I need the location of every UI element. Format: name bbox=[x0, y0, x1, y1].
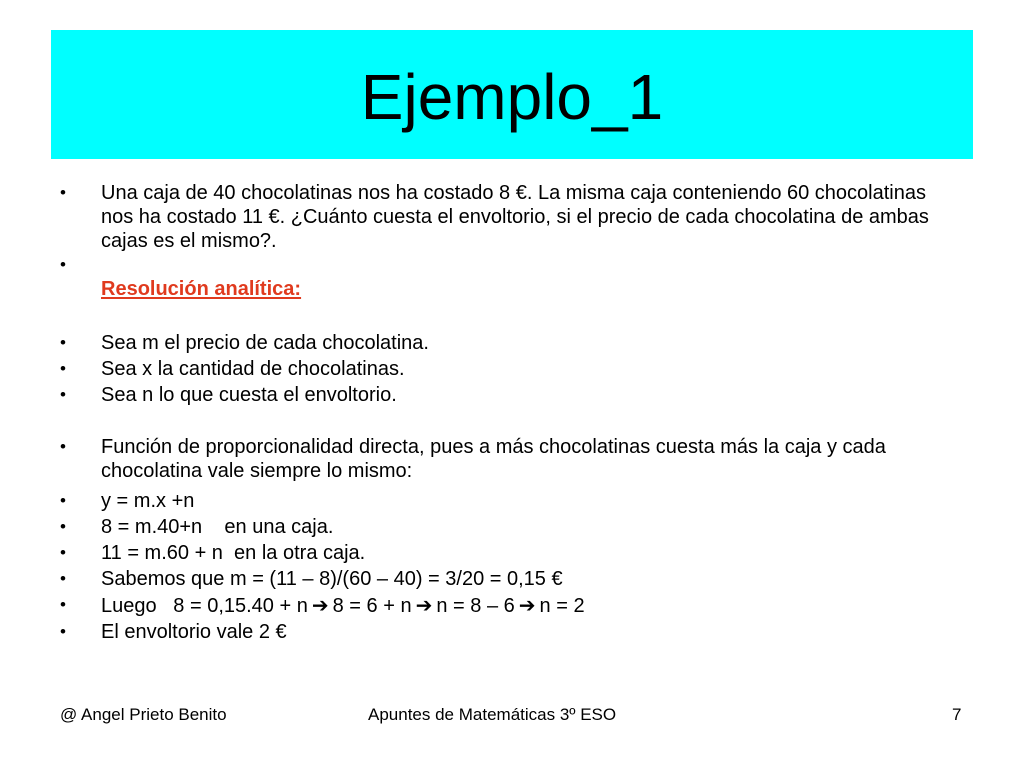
bullet-conclusion bbox=[60, 620, 960, 644]
bullet-definition-n bbox=[60, 383, 960, 407]
bullet-definition-x bbox=[60, 357, 960, 381]
bullet-definition-m bbox=[60, 331, 960, 355]
footer-course: Apuntes de Matemáticas 3º ESO bbox=[368, 705, 617, 724]
footer-author: @ Angel Prieto Benito bbox=[60, 705, 227, 724]
slide-title: Ejemplo_1 bbox=[360, 60, 664, 133]
page-number: 7 bbox=[952, 705, 962, 724]
right-arrow-icon: ➔ bbox=[415, 593, 433, 617]
bullet-dot-icon: • bbox=[60, 595, 66, 614]
bullet-dot-icon: • bbox=[60, 517, 66, 536]
bullet-box-one bbox=[60, 515, 960, 539]
solve-n-part4: n = 2 bbox=[539, 595, 585, 617]
conclusion: El envoltorio vale 2 € bbox=[101, 621, 287, 643]
bullet-dot-icon: • bbox=[60, 491, 66, 510]
bullet-dot-icon: • bbox=[60, 183, 66, 202]
bullet-box-two bbox=[60, 541, 960, 565]
definition-x: Sea x la cantidad de chocolatinas. bbox=[101, 358, 405, 380]
right-arrow-icon: ➔ bbox=[518, 593, 536, 617]
bullet-dot-icon: • bbox=[60, 385, 66, 404]
bullet-function-type bbox=[60, 435, 960, 483]
box-one-equation: 8 = m.40+n en una caja. bbox=[101, 516, 334, 538]
solve-n-part3: n = 8 – 6 bbox=[436, 595, 515, 617]
solve-n-part1: Luego 8 = 0,15.40 + n bbox=[101, 595, 308, 617]
bullet-dot-icon: • bbox=[60, 333, 66, 352]
box-two-equation: 11 = m.60 + n en la otra caja. bbox=[101, 542, 366, 564]
solve-n bbox=[101, 593, 960, 618]
definition-m: Sea m el precio de cada chocolatina. bbox=[101, 332, 429, 354]
resolution-heading[interactable]: Resolución analítica: bbox=[101, 278, 302, 300]
bullet-equation bbox=[60, 489, 960, 513]
slide-footer bbox=[0, 705, 1024, 731]
bullet-dot-icon: • bbox=[60, 437, 66, 456]
equation: y = m.x +n bbox=[101, 490, 195, 512]
bullet-dot-icon: • bbox=[60, 359, 66, 378]
bullet-resolution bbox=[60, 253, 960, 301]
bullet-dot-icon: • bbox=[60, 622, 66, 641]
bullet-dot-icon: • bbox=[60, 255, 66, 274]
solve-n-part2: 8 = 6 + n bbox=[332, 595, 412, 617]
function-type: Función de proporcionalidad directa, pues a más chocolatinas cuesta más la caja y cada chocolatina vale siempre lo mismo: bbox=[101, 436, 886, 482]
problem-statement: Una caja de 40 chocolatinas nos ha costado 8 €. La misma caja conteniendo 60 chocolatinas nos ha costado 11 €. ¿Cuánto cuesta el envoltorio, si el precio de cada chocolatina de ambas cajas es el mismo?. bbox=[101, 182, 929, 252]
definition-n: Sea n lo que cuesta el envoltorio. bbox=[101, 384, 397, 406]
slide-content bbox=[60, 181, 960, 644]
bullet-dot-icon: • bbox=[60, 569, 66, 588]
title-banner bbox=[51, 30, 973, 159]
bullet-dot-icon: • bbox=[60, 543, 66, 562]
bullet-solve-n bbox=[60, 593, 960, 618]
solve-m: Sabemos que m = (11 – 8)/(60 – 40) = 3/20 = 0,15 € bbox=[101, 568, 563, 590]
bullet-solve-m bbox=[60, 567, 960, 591]
right-arrow-icon: ➔ bbox=[311, 593, 329, 617]
bullet-problem bbox=[60, 181, 960, 253]
